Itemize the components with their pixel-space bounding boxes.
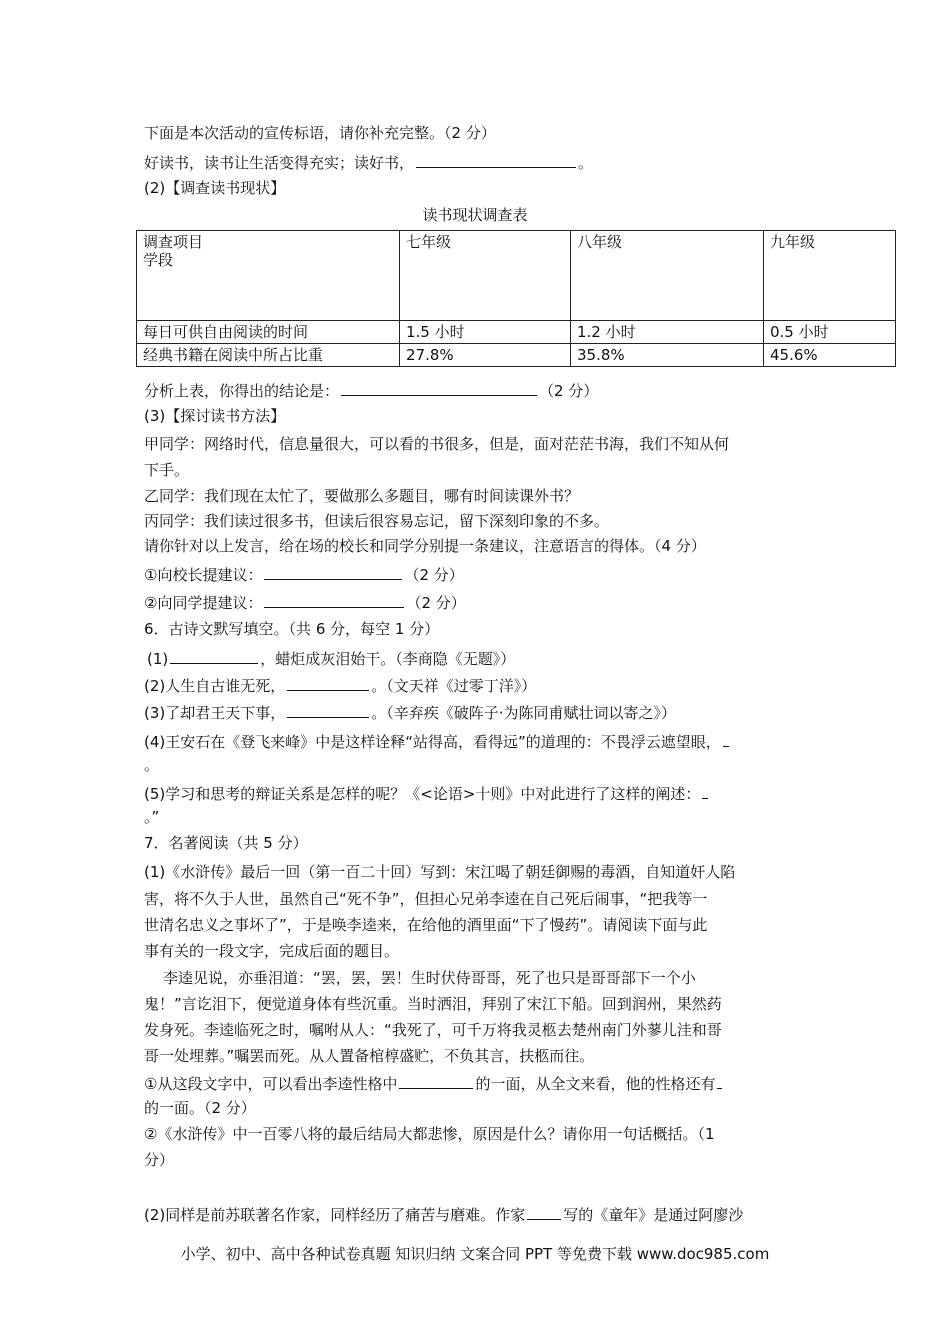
grade-9-header: 九年级 [764, 231, 896, 321]
page-footer: 小学、初中、高中各种试卷真题 知识归纳 文案合同 PPT 等免费下载 www.doc985.com [180, 1245, 770, 1263]
q7-p2-a: (2)同样是前苏联著名作家，同样经历了痛苦与磨难。作家 [144, 1206, 526, 1224]
slogan-blank[interactable] [416, 151, 576, 168]
slogan-line [144, 151, 593, 173]
q6-item-3 [144, 701, 676, 723]
q7-sub1-blank2[interactable] [717, 1072, 722, 1089]
classmate-score: （2 分） [406, 594, 466, 612]
q6-1-num: (1) [147, 650, 169, 668]
q7-sub1-a: ①从这段文字中，可以看出李逵性格中 [144, 1075, 398, 1093]
table-cell: 1.2 小时 [571, 321, 764, 344]
q7-p1-line2: 害，将不久于人世，虽然自己“死不争”，但担心兄弟李逵在自己死后闹事，“把我等一 [144, 890, 708, 908]
q6-3-text: (3)了却君王天下事， [144, 704, 286, 722]
q7-p2-b: 写的《童年》是通过阿廖沙 [563, 1206, 744, 1224]
table-cell: 27.8% [400, 344, 571, 367]
principal-score: （2 分） [404, 566, 464, 584]
table-row [137, 321, 896, 344]
q7-p2-line [144, 1203, 743, 1225]
q7-p1-line1: (1)《水浒传》最后一回（第一百二十回）写到：宋江喝了朝廷御赐的毒酒，自知道奸人陷 [144, 863, 736, 881]
slogan-intro: 下面是本次活动的宣传标语，请你补充完整。（2 分） [144, 124, 496, 142]
student-bing: 丙同学：我们读过很多书，但读后很容易忘记，留下深刻印象的不多。 [144, 512, 610, 530]
q6-4-text: (4)王安石在《登飞来峰》中是这样诠释“站得高，看得远”的道理的：不畏浮云遮望眼， [144, 733, 721, 751]
classmate-label: ②向同学提建议： [144, 594, 263, 612]
row-label: 每日可供自由阅读的时间 [137, 321, 400, 344]
slogan-end: 。 [578, 154, 594, 172]
q6-item-2 [144, 674, 536, 696]
principal-blank[interactable] [264, 563, 402, 580]
q6-2-text: (2)人生自古谁无死， [144, 677, 286, 695]
analysis-prompt: 分析上表，你得出的结论是： [144, 382, 340, 400]
survey-table [136, 230, 896, 367]
q6-1-blank[interactable] [170, 647, 258, 664]
table-header-row [137, 231, 896, 321]
table-cell: 1.5 小时 [400, 321, 571, 344]
table-row [137, 344, 896, 367]
q6-3-blank[interactable] [287, 701, 369, 718]
table-cell: 45.6% [764, 344, 896, 367]
slogan-text: 好读书，读书让生活变得充实；读好书， [144, 154, 415, 172]
grade-7-header: 七年级 [400, 231, 571, 321]
grade-8-header: 八年级 [571, 231, 764, 321]
q6-5-text: (5)学习和思考的辩证关系是怎样的呢？《<论语>十则》中对此进行了这样的阐述： [144, 785, 701, 803]
classmate-suggestion-line [144, 591, 466, 613]
quote-line3: 发身死。李逵临死之时，嘱咐从人：“我死了，可千万将我灵柩去楚州南门外蓼儿洼和哥 [144, 1021, 722, 1039]
q7-sub1-b: 的一面，从全文来看，他的性格还有 [475, 1075, 716, 1093]
section3-title: (3)【探讨读书方法】 [144, 407, 286, 425]
q6-5-blank[interactable] [702, 782, 708, 799]
analysis-line [144, 379, 598, 401]
q7-sub2-line1: ②《水浒传》中一百零八将的最后结局大都悲惨，原因是什么？请你用一句话概括。（1 [144, 1125, 715, 1143]
q6-4-blank[interactable] [723, 730, 729, 747]
table-cell: 0.5 小时 [764, 321, 896, 344]
quote-line2: 鬼！”言讫泪下，便觉道身体有些沉重。当时洒泪，拜别了宋江下船。回到润州，果然药 [144, 995, 722, 1013]
principal-suggestion-line [144, 563, 464, 585]
suggestion-ask: 请你针对以上发言，给在场的校长和同学分别提一条建议，注意语言的得体。（4 分） [144, 537, 706, 555]
principal-label: ①向校长提建议： [144, 566, 263, 584]
row-label: 经典书籍在阅读中所占比重 [137, 344, 400, 367]
q6-item-4 [144, 730, 731, 752]
q7-title: 7．名著阅读（共 5 分） [144, 834, 308, 852]
header-item: 调查项目 [143, 233, 204, 251]
student-jia-line2: 下手。 [144, 461, 190, 479]
q7-sub1-blank[interactable] [399, 1072, 473, 1089]
q7-p1-line3: 世清名忠义之事坏了”，于是唤李逵来，在给他的酒里面“下了慢药”。请阅读下面与此 [144, 916, 708, 934]
analysis-blank[interactable] [341, 379, 537, 396]
q7-sub1-line1 [144, 1072, 724, 1094]
q7-sub2-line2: 分） [144, 1151, 175, 1169]
student-jia-line1: 甲同学：网络时代，信息量很大，可以看的书很多，但是，面对茫茫书海，我们不知从何 [144, 435, 730, 453]
quote-line4: 哥一处埋葬。”嘱罢而死。从人置备棺椁盛贮，不负其言，扶柩而往。 [144, 1047, 595, 1065]
classmate-blank[interactable] [264, 591, 404, 608]
table-title: 读书现状调查表 [422, 206, 528, 224]
student-yi: 乙同学：我们现在太忙了，要做那么多题目，哪有时间读课外书？ [144, 487, 580, 505]
q6-3-rest: 。（辛弃疾《破阵子·为陈同甫赋壮词以寄之》） [371, 704, 677, 722]
quote-line1: 李逵见说，亦垂泪道：“罢，罢，罢！生时伏侍哥哥，死了也只是哥哥部下一个小 [163, 969, 696, 987]
q7-p1-line4: 事有关的一段文字，完成后面的题目。 [144, 942, 400, 960]
table-header-corner [137, 231, 400, 321]
q6-item-5-end: 。” [144, 808, 160, 826]
q7-sub1-line2: 的一面。（2 分） [144, 1099, 256, 1117]
q6-item-1 [147, 647, 515, 669]
q7-p2-blank[interactable] [527, 1203, 561, 1220]
analysis-score: （2 分） [539, 382, 599, 400]
header-stage: 学段 [143, 251, 174, 269]
q6-item-4-end: 。 [144, 756, 160, 774]
q6-1-rest: ，蜡炬成灰泪始干。（李商隐《无题》） [260, 650, 516, 668]
q6-item-5 [144, 782, 710, 804]
q6-2-blank[interactable] [287, 674, 369, 691]
q6-title: 6．古诗文默写填空。（共 6 分，每空 1 分） [144, 620, 440, 638]
table-cell: 35.8% [571, 344, 764, 367]
section2-title: (2)【调查读书现状】 [144, 179, 286, 197]
q6-2-rest: 。（文天祥《过零丁洋》） [371, 677, 537, 695]
